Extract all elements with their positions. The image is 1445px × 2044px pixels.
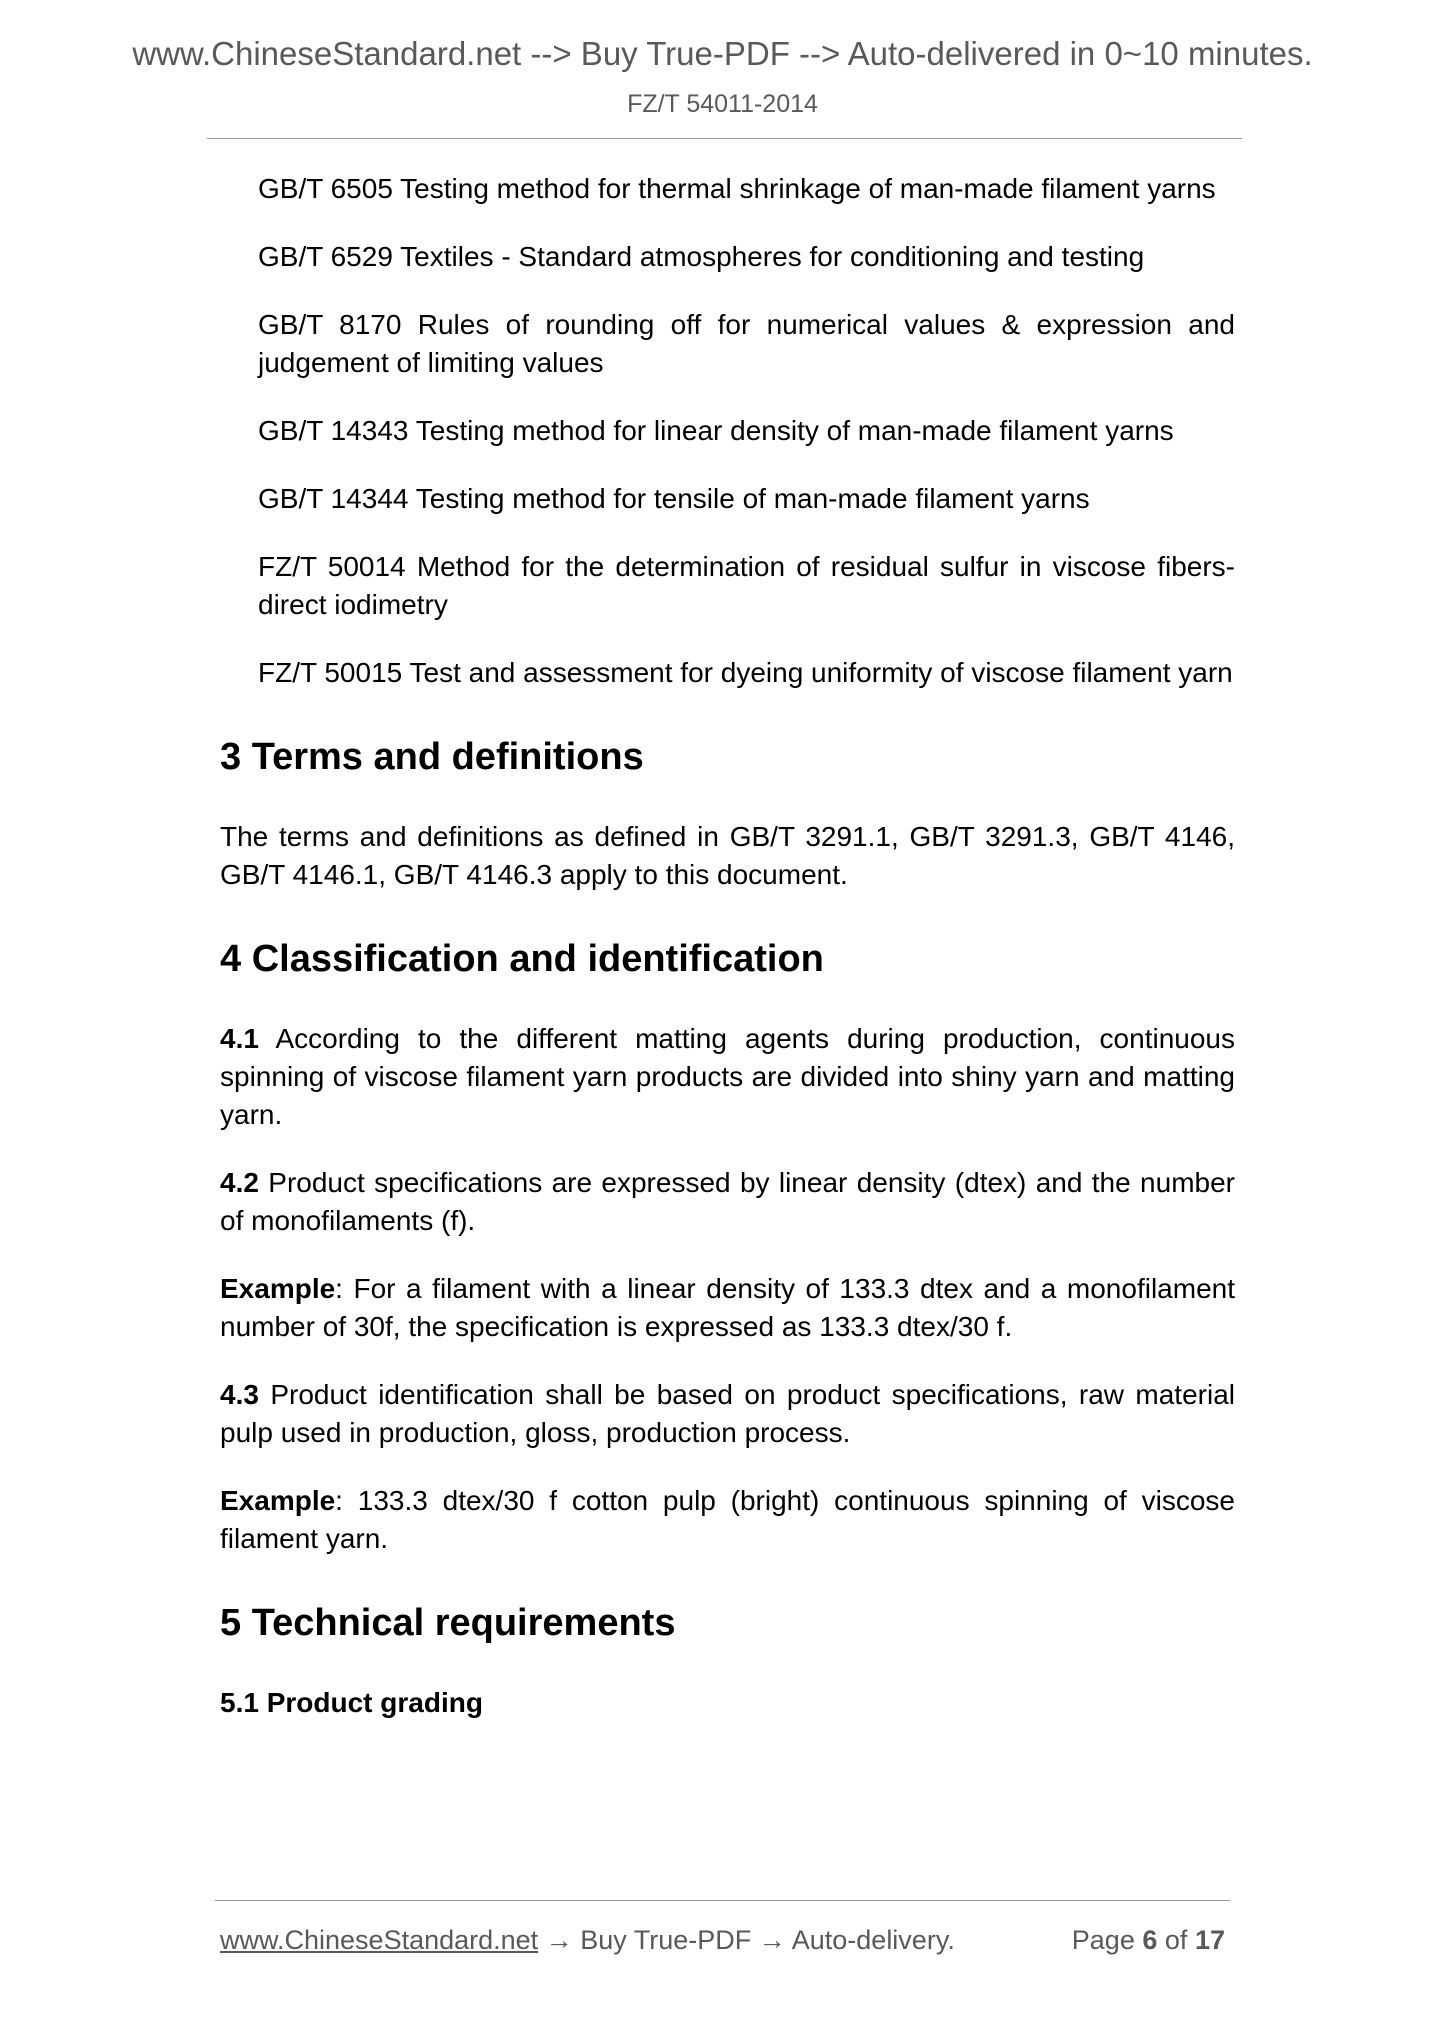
page-content: [220, 170, 1235, 1722]
section-3-title: 3 Terms and definitions: [220, 736, 644, 778]
top-banner: www.ChineseStandard.net --> Buy True-PDF --> Auto-delivered in 0~10 minutes.: [132, 35, 1313, 72]
clause-text: Product identification shall be based on product specifications, raw material pulp used in production, gloss, production process.: [220, 1379, 1235, 1448]
footer-site-link[interactable]: www.ChineseStandard.net: [220, 1925, 539, 1955]
clause-text: According to the different matting agents during production, continuous spinning of viscose filament yarn products are divided into shiny yarn and matting yarn.: [220, 1023, 1235, 1130]
example-1: [220, 1270, 1235, 1346]
example-text: : 133.3 dtex/30 f cotton pulp (bright) continuous spinning of viscose filament yarn.: [220, 1485, 1235, 1554]
reference-item: FZ/T 50015 Test and assessment for dyeing uniformity of viscose filament yarn: [258, 657, 1233, 688]
reference-item: GB/T 6505 Testing method for thermal shrinkage of man-made filament yarns: [258, 173, 1216, 204]
example-label: Example: [220, 1273, 336, 1304]
clause-5-1-title: 5.1 Product grading: [220, 1687, 483, 1718]
page-total: 17: [1194, 1925, 1225, 1955]
clause-4-1: [220, 1020, 1235, 1134]
footer-tagline: → Buy True-PDF → Auto-delivery.: [538, 1925, 955, 1955]
of-label: of: [1164, 1925, 1188, 1955]
document-code: FZ/T 54011-2014: [627, 90, 818, 118]
clause-number: 4.3: [220, 1379, 259, 1410]
clause-number: 4.2: [220, 1167, 259, 1198]
reference-item: FZ/T 50014 Method for the determination of residual sulfur in viscose fibers-direct iodimetry: [258, 551, 1235, 620]
example-label: Example: [220, 1485, 336, 1516]
header-divider: [207, 138, 1242, 139]
section-5-title: 5 Technical requirements: [220, 1602, 676, 1644]
clause-4-2: [220, 1164, 1235, 1240]
footer-divider: [215, 1900, 1230, 1901]
clause-4-3: [220, 1376, 1235, 1452]
section-4-title: 4 Classification and identification: [220, 938, 824, 980]
page-label: Page: [1071, 1925, 1135, 1955]
footer-left: [220, 1920, 955, 1960]
example-text: : For a filament with a linear density of 133.3 dtex and a monofilament number of 30f, the specification is expressed as 133.3 dtex/30 f.: [220, 1273, 1235, 1342]
reference-item: GB/T 14344 Testing method for tensile of man-made filament yarns: [258, 483, 1090, 514]
clause-text: Product specifications are expressed by linear density (dtex) and the number of monofilaments (f).: [220, 1167, 1235, 1236]
reference-item: GB/T 14343 Testing method for linear density of man-made filament yarns: [258, 415, 1174, 446]
page-indicator: [1072, 1920, 1225, 1960]
clause-number: 4.1: [220, 1023, 259, 1054]
reference-item: GB/T 6529 Textiles - Standard atmospheres for conditioning and testing: [258, 241, 1145, 272]
example-2: [220, 1482, 1235, 1558]
reference-item: GB/T 8170 Rules of rounding off for numerical values & expression and judgement of limiting values: [258, 309, 1235, 378]
section-3-text: The terms and definitions as defined in GB/T 3291.1, GB/T 3291.3, GB/T 4146, GB/T 4146.1, GB/T 4146.3 apply to this document.: [220, 821, 1235, 890]
page-number: 6: [1142, 1925, 1158, 1955]
